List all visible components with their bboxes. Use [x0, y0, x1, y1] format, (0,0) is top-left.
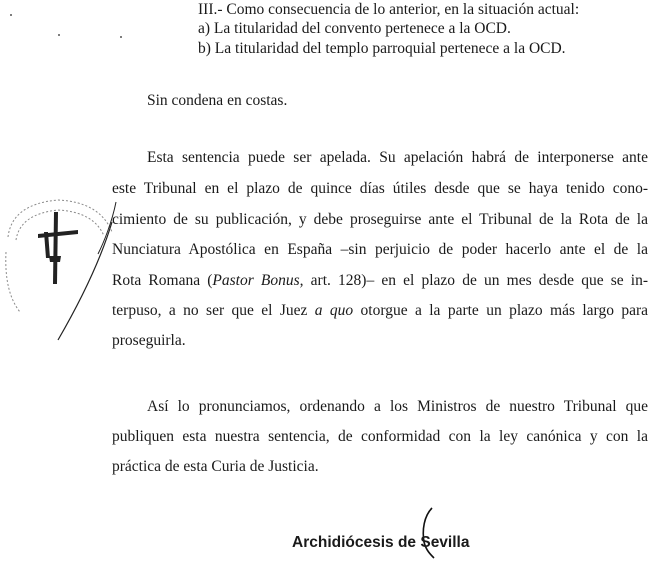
appeal-line-5: Rota Romana (Pastor Bonus, art. 128)– en el plazo de un mes desde que se in-: [112, 272, 649, 289]
cross-icon: [38, 212, 78, 284]
scan-speck: [120, 36, 122, 38]
decision-heading: III.- Como consecuencia de lo anterior, en la situación actual:: [198, 1, 580, 18]
scan-speck: [10, 14, 12, 16]
scan-speck: [58, 34, 60, 36]
decision-item-b: b) La titularidad del templo parroquial pertenece a la OCD.: [198, 40, 566, 57]
pronouncement-line-2: publiquen esta nuestra sentencia, de conformidad con la ley canónica y con la: [112, 428, 648, 445]
pronouncement-line-3: práctica de esta Curia de Justicia.: [112, 458, 319, 475]
archdiocese-label: Archidiócesis de Sevilla: [292, 534, 470, 551]
appeal-line-4: Nunciatura Apostólica en España –sin perjuicio de poder hacerlo ante el de la: [112, 241, 648, 258]
appeal-line-7: proseguirla.: [112, 332, 186, 349]
appeal-line-3: cimiento de su publicación, y debe proseguirse ante el Tribunal de la Rota de la: [112, 211, 648, 228]
pronouncement-line-1: Así lo pronunciamos, ordenando a los Ministros de nuestro Tribunal que: [147, 398, 648, 415]
costs-line: Sin condena en costas.: [147, 92, 288, 109]
seal-stamp: [0, 192, 118, 352]
decision-item-a: a) La titularidad del convento pertenece a la OCD.: [198, 20, 511, 37]
appeal-line-1: Esta sentencia puede ser apelada. Su apelación habrá de interponerse ante: [147, 149, 648, 166]
appeal-line-2: este Tribunal en el plazo de quince días útiles desde que se haya tenido cono-: [112, 180, 648, 197]
appeal-line-6: terpuso, a no ser que el Juez a quo otorgue a la parte un plazo más largo para: [112, 302, 648, 319]
